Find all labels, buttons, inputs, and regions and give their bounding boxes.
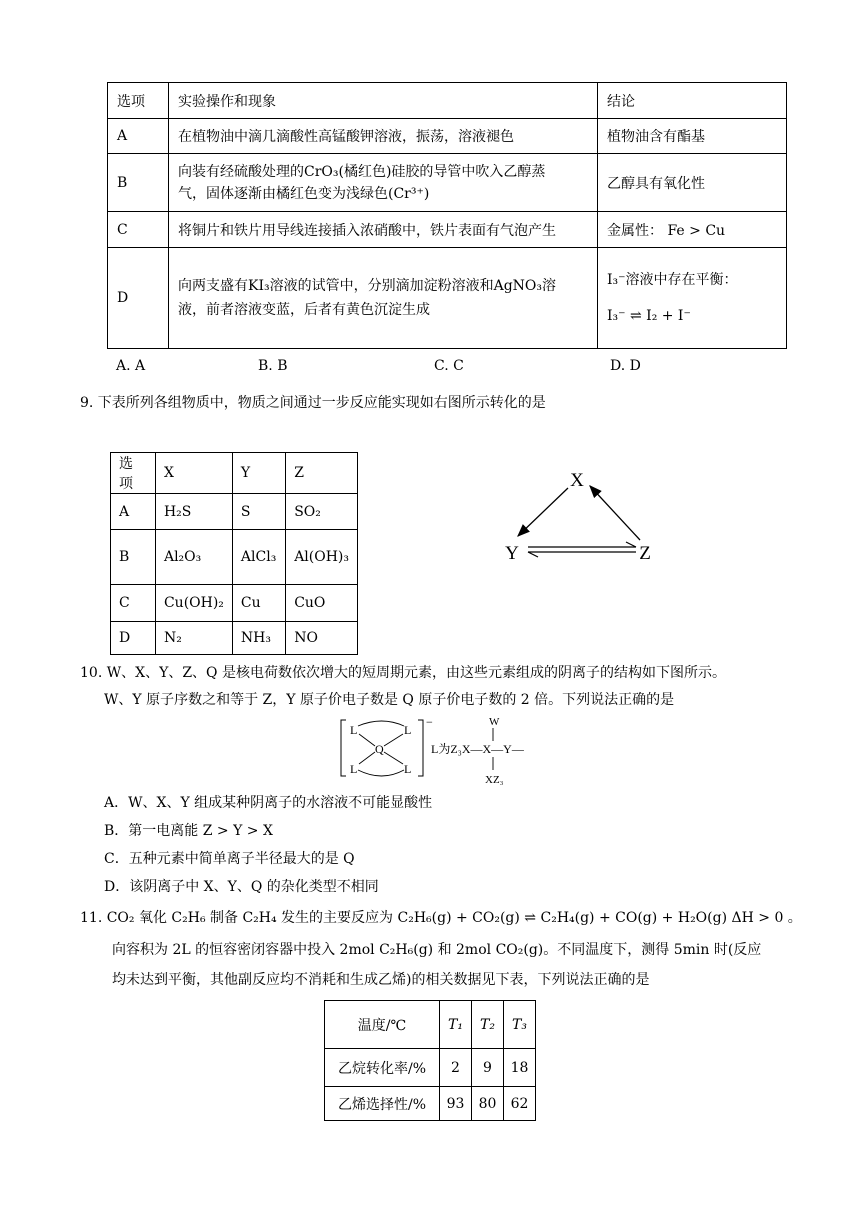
- header-operation: 实验操作和现象: [169, 83, 598, 119]
- ligand-l: L: [404, 762, 412, 776]
- row-label: C: [108, 212, 169, 248]
- cell: NO: [286, 622, 358, 655]
- row-operation: 将铜片和铁片用导线连接插入浓硝酸中，铁片表面有气泡产生: [169, 212, 598, 248]
- row-conclusion: 金属性： Fe > Cu: [598, 212, 787, 248]
- cell: 9: [472, 1049, 504, 1087]
- header-temperature: 温度/℃: [325, 1001, 440, 1049]
- cell: AlCl₃: [232, 530, 285, 585]
- header-t3: T₃: [504, 1001, 536, 1049]
- header-y: Y: [232, 453, 285, 494]
- header-conclusion: 结论: [598, 83, 787, 119]
- cell: H₂S: [155, 494, 232, 530]
- cell: S: [232, 494, 285, 530]
- header-option: 选项: [111, 453, 156, 494]
- table-row: [108, 154, 787, 212]
- row-conclusion: 植物油含有酯基: [598, 119, 787, 154]
- q11-line2: 向容积为 2L 的恒容密闭容器中投入 2mol C₂H₆(g) 和 2mol CO₂(g)。不同温度下，测得 5min 时(反应: [112, 942, 762, 958]
- q11-table: [324, 1000, 536, 1121]
- cell: NH₃: [232, 622, 285, 655]
- q9-table: [110, 452, 358, 655]
- row-label: B: [108, 154, 169, 212]
- cell: Al₂O₃: [155, 530, 232, 585]
- row-operation-line: 气，固体逐渐由橘红色变为浅绿色(Cr³⁺): [178, 185, 430, 202]
- q10-option-c[interactable]: C．五种元素中简单离子半径最大的是 Q: [104, 851, 355, 867]
- table-row: [111, 585, 358, 622]
- cell: 乙烯选择性/%: [325, 1087, 440, 1121]
- cell: 62: [504, 1087, 536, 1121]
- cell: 80: [472, 1087, 504, 1121]
- row-operation: [169, 248, 598, 349]
- table-row: [325, 1087, 536, 1121]
- node-z: Z: [639, 543, 651, 564]
- option-b[interactable]: B. B: [258, 358, 288, 374]
- cell: Cu: [232, 585, 285, 622]
- row-label: D: [108, 248, 169, 349]
- option-d[interactable]: D. D: [610, 358, 641, 374]
- cell: 18: [504, 1049, 536, 1087]
- arrow-x-to-y: [518, 488, 568, 536]
- row-operation: [169, 154, 598, 212]
- table-row: [111, 530, 358, 585]
- table-row: [325, 1049, 536, 1087]
- cell: A: [111, 494, 156, 530]
- q8-table: [107, 82, 787, 349]
- table-row: [108, 212, 787, 248]
- table-row: [108, 248, 787, 349]
- arrow-z-to-x: [590, 486, 640, 540]
- q10-option-a[interactable]: A．W、X、Y 组成某种阴离子的水溶液不可能显酸性: [104, 795, 433, 811]
- row-operation-line: 向装有经硫酸处理的CrO₃(橘红色)硅胶的导管中吹入乙醇蒸: [178, 163, 546, 180]
- cell: 93: [440, 1087, 472, 1121]
- option-c[interactable]: C. C: [434, 358, 464, 374]
- row-operation-line: 液，前者溶液变蓝，后者有黄色沉淀生成: [178, 302, 430, 318]
- row-conclusion-line: I₃⁻ ⇌ I₂ + I⁻: [607, 308, 691, 324]
- node-y: Y: [505, 543, 519, 564]
- table-row: [111, 494, 358, 530]
- q10-option-d[interactable]: D．该阴离子中 X、Y、Q 的杂化类型不相同: [104, 879, 379, 895]
- cell: 2: [440, 1049, 472, 1087]
- cell: B: [111, 530, 156, 585]
- q10-anion-structure: [338, 712, 548, 790]
- option-a[interactable]: A. A: [116, 358, 146, 374]
- cell: N₂: [155, 622, 232, 655]
- ligand-l: L: [350, 762, 358, 776]
- node-x: X: [570, 470, 584, 491]
- row-conclusion-line: I₃⁻溶液中存在平衡：: [607, 272, 738, 288]
- row-conclusion: 乙醇具有氧化性: [598, 154, 787, 212]
- group-xz3: XZ₃: [485, 774, 504, 786]
- header-t2: T₂: [472, 1001, 504, 1049]
- q10-line1: 10. W、X、Y、Z、Q 是核电荷数依次增大的短周期元素，由这些元素组成的阴离子的结构如下图所示。: [80, 665, 726, 681]
- row-conclusion: [598, 248, 787, 349]
- cell: C: [111, 585, 156, 622]
- table-header-row: [108, 83, 787, 119]
- q11-line1: 11. CO₂ 氧化 C₂H₆ 制备 C₂H₄ 发生的主要反应为 C₂H₆(g) + CO₂(g) ⇌ C₂H₄(g) + CO(g) + H₂O(g) ΔH > 0 。: [80, 910, 802, 926]
- structure-caption: L为Z₃X—X—Y—: [431, 742, 524, 756]
- center-q: Q: [375, 742, 384, 756]
- row-label: A: [108, 119, 169, 154]
- q10-line2: W、Y 原子序数之和等于 Z，Y 原子价电子数是 Q 原子价电子数的 2 倍。下列说法正确的是: [104, 692, 675, 708]
- row-operation-line: 向两支盛有KI₃溶液的试管中，分别滴加淀粉溶液和AgNO₃溶: [178, 278, 557, 294]
- cell: Cu(OH)₂: [155, 585, 232, 622]
- cell: SO₂: [286, 494, 358, 530]
- cell: 乙烷转化率/%: [325, 1049, 440, 1087]
- row-operation: 在植物油中滴几滴酸性高锰酸钾溶液，振荡，溶液褪色: [169, 119, 598, 154]
- ligand-l: L: [404, 723, 412, 737]
- q10-option-b[interactable]: B．第一电离能 Z > Y > X: [104, 823, 273, 839]
- table-row: [111, 622, 358, 655]
- cell: Al(OH)₃: [286, 530, 358, 585]
- header-option: 选项: [108, 83, 169, 119]
- header-t1: T₁: [440, 1001, 472, 1049]
- atom-w: W: [489, 716, 500, 728]
- cell: CuO: [286, 585, 358, 622]
- cell: D: [111, 622, 156, 655]
- q9-triangle-diagram: [490, 462, 670, 572]
- table-header-row: [111, 453, 358, 494]
- header-z: Z: [286, 453, 358, 494]
- header-x: X: [155, 453, 232, 494]
- ligand-l: L: [350, 723, 358, 737]
- table-row: [108, 119, 787, 154]
- table-header-row: [325, 1001, 536, 1049]
- q11-line3: 均未达到平衡，其他副反应均不消耗和生成乙烯)的相关数据见下表，下列说法正确的是: [112, 972, 650, 988]
- anion-charge: −: [426, 715, 433, 729]
- q9-stem: 9. 下表所列各组物质中，物质之间通过一步反应能实现如右图所示转化的是: [80, 395, 546, 411]
- q8-options: [116, 358, 776, 378]
